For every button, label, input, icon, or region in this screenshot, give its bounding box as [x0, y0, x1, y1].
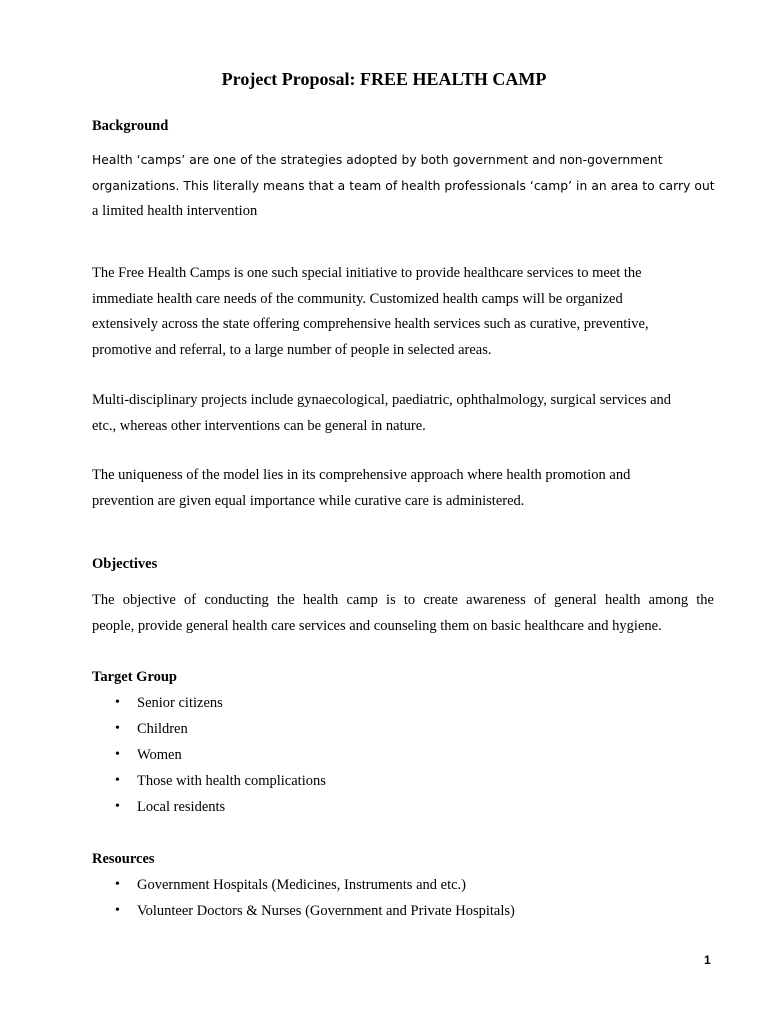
list-item-label: Those with health complications: [137, 773, 326, 789]
list-item: [92, 797, 326, 823]
list-item: [92, 771, 326, 797]
bullet-icon: •: [115, 903, 120, 918]
list-item: [92, 719, 326, 745]
list-item: [92, 901, 515, 927]
bullet-icon: •: [115, 747, 120, 762]
background-paragraph-2: [92, 261, 714, 363]
list-item-label: Children: [137, 721, 188, 737]
paragraph-line: extensively across the state offering comprehensive health services such as curative, preventive,: [92, 316, 649, 332]
background-heading: Background: [92, 118, 169, 134]
list-item-label: Government Hospitals (Medicines, Instruments and etc.): [137, 877, 466, 893]
list-item: [92, 745, 326, 771]
bullet-icon: •: [115, 721, 120, 736]
bullet-icon: •: [115, 773, 120, 788]
paragraph-line: Multi-disciplinary projects include gynaecological, paediatric, ophthalmology, surgical services and: [92, 392, 672, 408]
paragraph-line: The uniqueness of the model lies in its comprehensive approach where health promotion and: [92, 467, 631, 483]
resources-list: [92, 875, 515, 927]
list-item-label: Local residents: [137, 799, 226, 815]
list-item-label: Volunteer Doctors & Nurses (Government and Private Hospitals): [137, 903, 515, 919]
paragraph-line: organizations. This literally means that a team of health professionals ‘camp’ in an area to carry out: [92, 178, 715, 193]
background-paragraph-4: [92, 463, 714, 514]
paragraph-line: promotive and referral, to a large number of people in selected areas.: [92, 341, 492, 358]
resources-heading: Resources: [92, 851, 155, 867]
bullet-icon: •: [115, 877, 120, 892]
paragraph-line: people, provide general health care services and counseling them on basic healthcare and hygiene.: [92, 617, 662, 634]
list-item-label: Women: [137, 747, 182, 763]
background-paragraph-3: [92, 388, 714, 439]
target-group-list: [92, 693, 326, 823]
document-title: Project Proposal: FREE HEALTH CAMP: [221, 69, 547, 89]
list-item-label: Senior citizens: [137, 695, 223, 711]
page-number: 1: [704, 953, 711, 967]
target-group-heading: Target Group: [92, 669, 177, 685]
objectives-paragraph: [92, 588, 714, 639]
bullet-icon: •: [115, 695, 120, 710]
background-paragraph-1: [92, 148, 714, 225]
bullet-icon: •: [115, 799, 120, 814]
paragraph-line: Health ‘camps’ are one of the strategies adopted by both government and non-government: [92, 153, 663, 167]
list-item: [92, 693, 326, 719]
paragraph-line: The Free Health Camps is one such special initiative to provide healthcare services to meet the: [92, 265, 642, 281]
paragraph-line: prevention are given equal importance while curative care is administered.: [92, 492, 525, 509]
objectives-heading: Objectives: [92, 556, 158, 572]
paragraph-line: immediate health care needs of the community. Customized health camps will be organized: [92, 290, 623, 307]
paragraph-line: etc., whereas other interventions can be general in nature.: [92, 417, 426, 434]
paragraph-line: The objective of conducting the health camp is to create awareness of general health among the: [92, 592, 714, 608]
list-item: [92, 875, 515, 901]
paragraph-line: a limited health intervention: [92, 203, 258, 219]
